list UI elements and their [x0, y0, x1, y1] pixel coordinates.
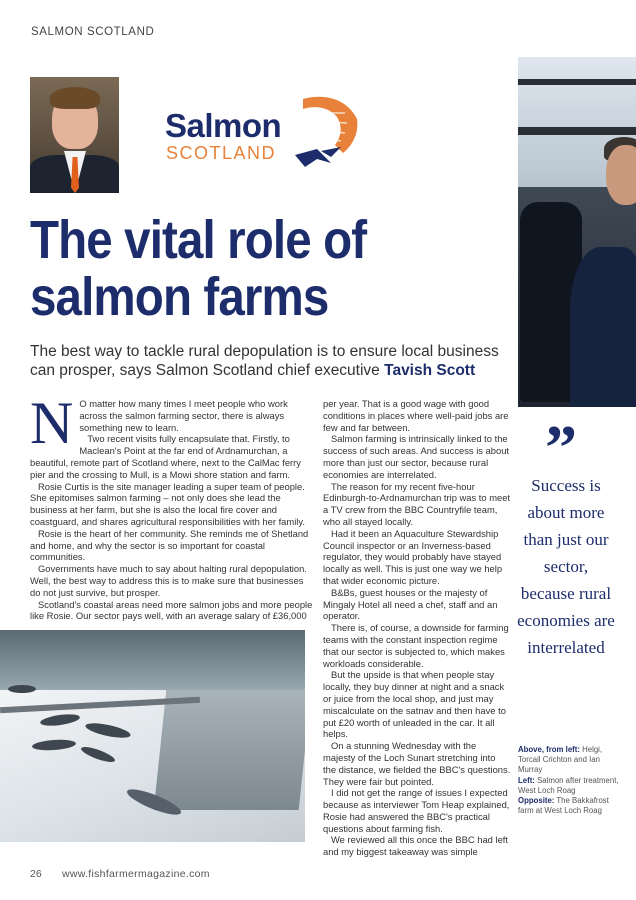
- salmon-treatment-photo: [0, 630, 305, 842]
- paragraph: Two recent visits fully encapsulate that. Firstly, to Maclean's Point at the far end of Ardnamurchan, a beautiful, remote part of Scotland where, next to the CalMac ferry pier and the crossing to Mull, is a Mowi shore station and farm.: [30, 433, 301, 480]
- author-portrait: [30, 77, 119, 193]
- paragraph: Salmon farming is intrinsically linked to the success of such areas. And success is about more than just our sector, because rural economies are interrelated.: [323, 433, 510, 480]
- standfirst: [30, 342, 500, 380]
- caption-label: Above, from left:: [518, 745, 580, 754]
- running-head: SALMON SCOTLAND: [31, 26, 155, 38]
- headline-line-2: salmon farms: [30, 267, 329, 327]
- logo-word-salmon: Salmon: [165, 107, 282, 144]
- boat-interior-photo: [518, 57, 636, 407]
- author-name: Tavish Scott: [384, 362, 476, 379]
- paragraph: The reason for my recent five-hour Edinburgh-to-Ardnamurchan trip was to meet a TV crew from the BBC Countryfile team, who all stayed locally.: [323, 480, 511, 527]
- page-number: 26: [30, 868, 42, 880]
- paragraph: Rosie Curtis is the site manager leading a super team of people. She epitomises salmon farming – not only does she lead the business at her farm, but she is also the local fire cover and coastguard, and shares agricultural responsibilities with her family.: [30, 480, 305, 527]
- paragraph: There is, of course, a downside for farming teams with the constant inspection regime that our sector is subjected to, which makes workloads considerable.: [323, 622, 509, 669]
- footer-url: www.fishfarmermagazine.com: [62, 868, 210, 880]
- caption-text: Salmon after treatment, West Loch Roag: [518, 775, 619, 795]
- caption-label: Left:: [518, 775, 535, 785]
- caption-text: Helgi, Torcail Crichton and Ian Murray: [518, 745, 603, 775]
- quote-mark-icon: ”: [545, 412, 577, 483]
- paragraph: We reviewed all this once the BBC had left and my biggest takeaway was simple: [323, 834, 509, 858]
- standfirst-text: The best way to tackle rural depopulation is to ensure local business can prosper, says Salmon Scotland chief executive: [30, 343, 499, 379]
- logo-word-scotland: SCOTLAND: [166, 143, 277, 163]
- paragraph: B&Bs, guest houses or the majesty of Mingaly Hotel all need a chef, staff and an operator.: [323, 586, 498, 622]
- salmon-scotland-logo: [165, 93, 360, 175]
- paragraph: Governments have much to say about halting rural depopulation. Well, the best way to address this is to make sure that businesses do not just survive, but prosper.: [30, 563, 307, 598]
- paragraph: Had it been an Aquaculture Stewardship Council inspector or an Inverness-based regulator, they would probably have stayed locally as well. This is just one way we help that wider economic picture.: [323, 527, 503, 586]
- headline-line-1: The vital role of: [30, 210, 367, 270]
- body-column-2: [323, 398, 511, 858]
- headline: [30, 212, 417, 326]
- paragraph: On a stunning Wednesday with the majesty of the Loch Sunart stretching into the distance, we fielded the BBC's questions. They were fair but pointed.: [323, 740, 511, 787]
- paragraph: O matter how many times I meet people who work across the salmon farming sector, there is always something new to learn.: [79, 398, 288, 433]
- photo-caption: [518, 745, 623, 816]
- drop-cap: N: [30, 390, 74, 456]
- fish-logo-icon: [295, 93, 360, 175]
- paragraph: Scotland's coastal areas need more salmon jobs and more people like Rosie. Our sector pays well, with an average salary of £36,000: [30, 598, 313, 622]
- caption-label: Opposite:: [518, 796, 555, 806]
- paragraph: I did not get the range of issues I expected because as interviewer Tom Heap explained, Rosie had answered the BBC's practical questions about farming fish.: [323, 787, 510, 834]
- paragraph: Rosie is the heart of her community. She reminds me of Shetland and home, and why the sector is so important for coastal communities.: [30, 527, 309, 563]
- paragraph: per year. That is a good wage with good conditions in places where well-paid jobs are few and far between.: [323, 398, 509, 433]
- caption-text: The Bakkafrost farm at West Loch Roag: [518, 796, 609, 816]
- body-column-1: [30, 390, 315, 622]
- paragraph: But the upside is that when people stay locally, they buy dinner at night and a snack or juice from the local shop, and just may miscalculate on the satnav and then have to put £20 worth of unleaded in the car. It all helps.: [323, 669, 506, 740]
- pull-quote: Success is about more than just our sector, because rural economies are interrelated: [517, 476, 615, 657]
